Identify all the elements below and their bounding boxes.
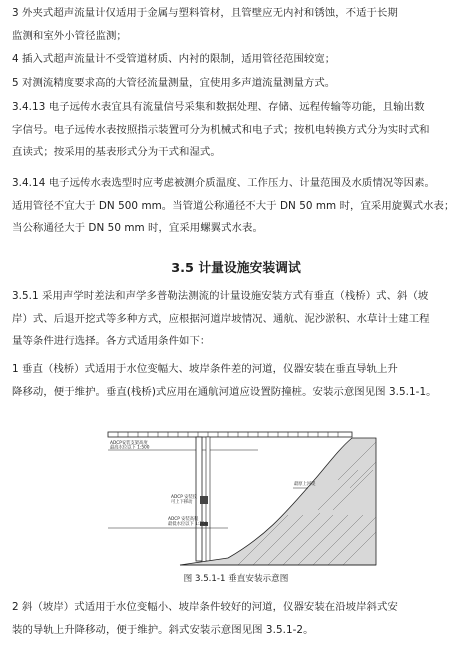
text-line: 岸）式、后退开挖式等多种方式，应根据河道岸坡情况、通航、泥沙淤积、水草计士建工程 xyxy=(12,312,430,325)
paragraph-item-3 xyxy=(12,2,460,47)
figure-caption: 图 3.5.1-1 垂直安装示意图 xyxy=(183,574,289,584)
paragraph-3-5-1 xyxy=(12,285,460,353)
text-line: 适用管径不宜大于 DN 500 mm。当管道公称通径不大于 DN 50 mm 时，宜采用旋翼式水表； xyxy=(12,199,455,212)
paragraph-3-4-14 xyxy=(12,172,460,240)
text-line: 3.4.13 电子远传水表宜具有流量信号采集和数据处理、存储、远程传输等功能，且输出数 xyxy=(12,101,425,113)
text-line: 2 斜（坡岸）式适用于水位变幅小、坡岸条件较好的河道，仪器安装在沿坡岸斜式安 xyxy=(12,601,398,613)
paragraph-item-5 xyxy=(12,72,460,95)
section-heading: 3.5 计量设施安装调试 xyxy=(171,261,301,276)
paragraph-3-4-13 xyxy=(12,96,460,164)
text-line: 当公称通径大于 DN 50 mm 时，宜采用螺翼式水表。 xyxy=(12,222,263,234)
text-line: 1 垂直（栈桥）式适用于水位变幅大、坡岸条件差的河道，仪器安装在垂直导轨上升 xyxy=(12,363,398,375)
paragraph-3-5-1-item-1 xyxy=(12,358,460,403)
text-line: 3.4.14 电子远传水表选型时应考虑被测介质温度、工作压力、计量范围及水质情况等因素。 xyxy=(12,177,436,189)
paragraph-3-5-1-item-2 xyxy=(12,596,460,641)
paragraph-item-4 xyxy=(12,48,460,71)
vertical-installation-diagram xyxy=(88,430,388,572)
text-line: 降移动，便于维护。垂直(栈桥)式应用在通航河道应设置防撞桩。安装示意图见图 3.5.1-1。 xyxy=(12,385,437,398)
text-line: 4 插入式超声流量计不受管道材质、内衬的限制，适用管径范围较宽； xyxy=(12,53,336,65)
label-movable: 可上下移动 xyxy=(171,500,193,505)
text-line: 3.5.1 采用声学时差法和声学多普勒法测流的计量设施安装方式有垂直（栈桥）式、斜（坡 xyxy=(12,290,429,302)
label-slope: 最原上河堤 xyxy=(294,482,316,487)
label-sensor: ADCP 安装仪 xyxy=(171,495,198,500)
text-line: 装的导轨上升降移动，便于维护。斜式安装示意图见图 3.5.1-2。 xyxy=(12,623,314,636)
label-low-water: 最低水位以下 1:200 xyxy=(168,522,208,527)
text-line: 3 外夹式超声流量计仅适用于金属与塑料管材，且管壁应无内衬和锈蚀，不适于长期 xyxy=(12,7,398,19)
text-line: 量等条件进行选择。各方式适用条件如下： xyxy=(12,335,211,347)
label-support-height: ADCP安装支架高度 xyxy=(110,441,148,446)
text-line: 监测和室外小管径监测； xyxy=(12,29,127,42)
text-line: 5 对测流精度要求高的大管径流量测量，宜使用多声道流量测量方式。 xyxy=(12,77,336,89)
bridge-deck xyxy=(108,432,352,437)
text-line: 直读式；按采用的基表形式分为干式和湿式。 xyxy=(12,146,221,158)
label-high-water: 最高水位以下 1:500 xyxy=(110,445,150,451)
label-sensor-elevation: ADCP 安装高程 xyxy=(168,517,199,522)
text-line: 字信号。电子远传水表按照指示装置可分为机械式和电子式；按机电转换方式分为实时式和 xyxy=(12,123,430,136)
adcp-sensor xyxy=(200,496,208,504)
